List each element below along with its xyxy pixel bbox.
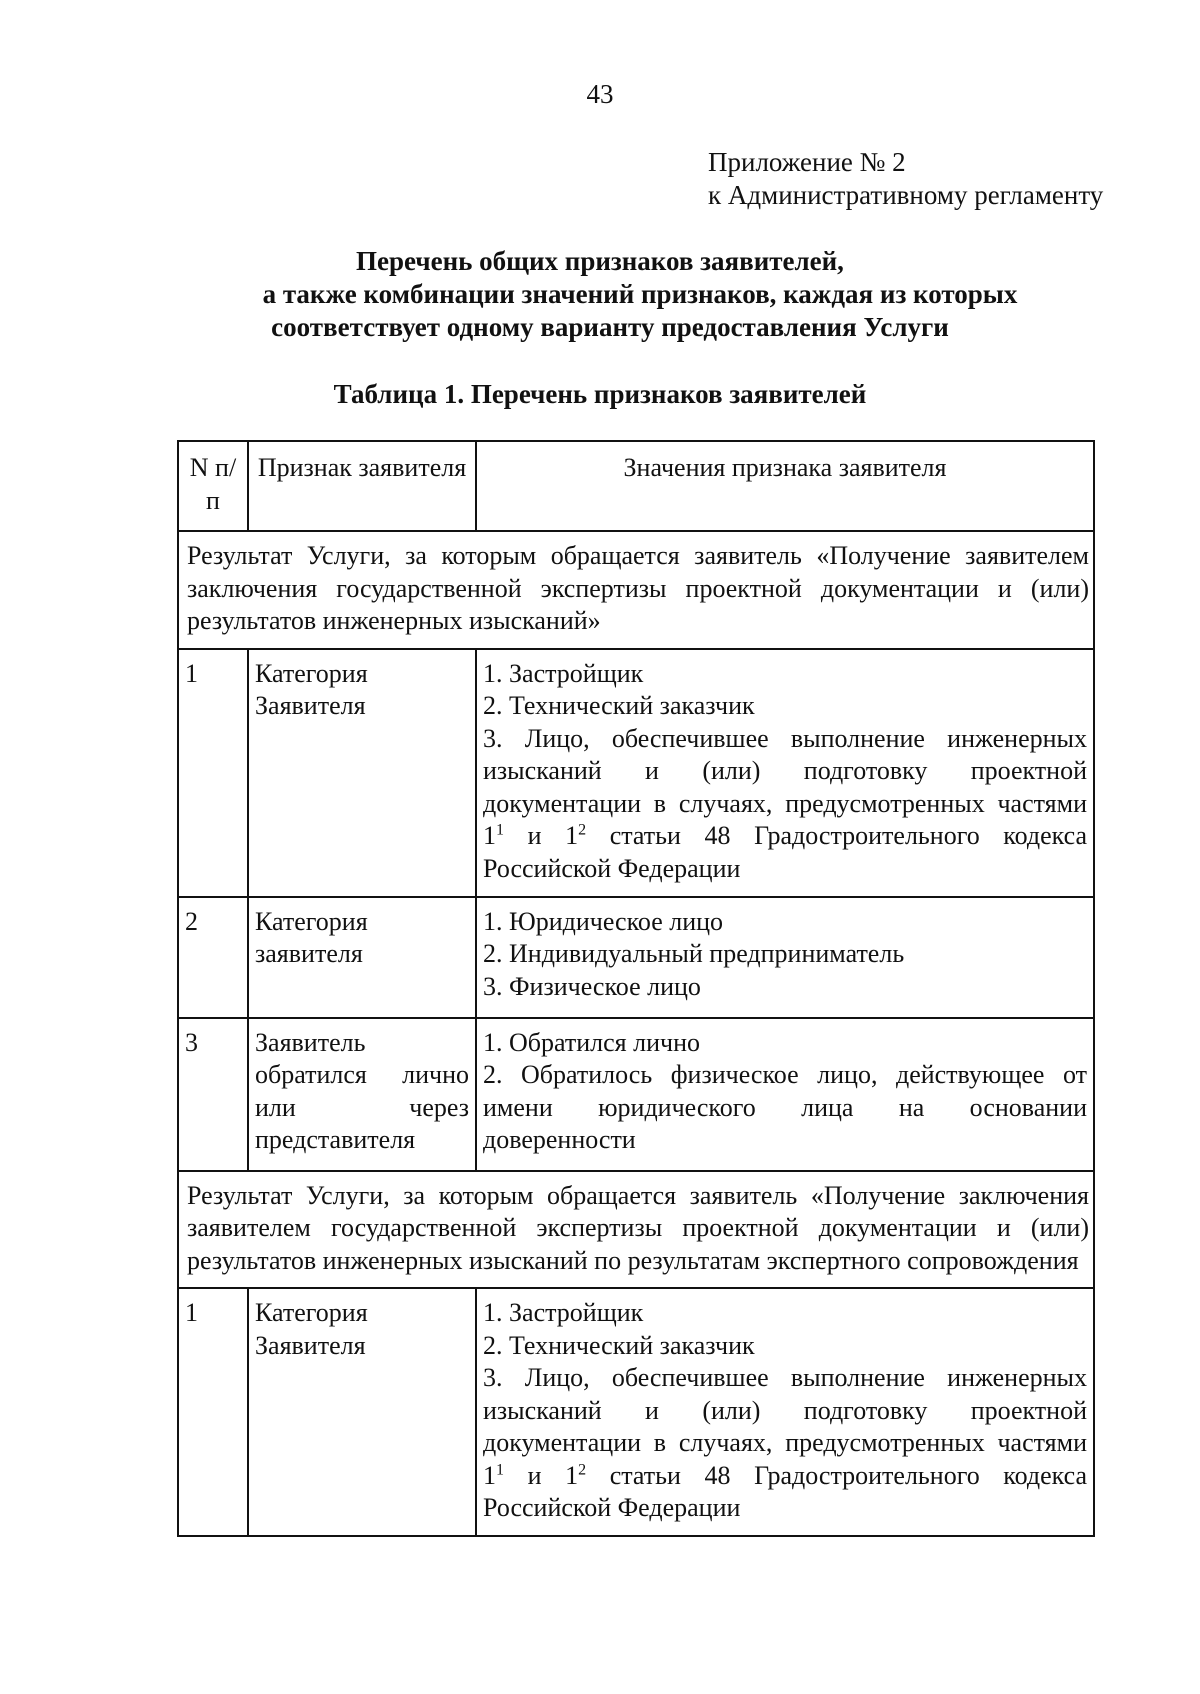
header-values: Значения признака заявителя: [476, 441, 1094, 531]
value-text: статьи 48 Градостроительного кодекса Российской Федерации: [483, 821, 1088, 883]
value-item: 1. Обратился лично: [483, 1027, 701, 1057]
value-text: 3. Лицо, обеспечившее выполнение инженерных изысканий и (или) подготовку проектной документации в случаях, предусмотренных частями 1: [483, 1363, 1087, 1490]
section-row: [178, 1171, 1094, 1289]
superscript: 2: [578, 1460, 587, 1478]
value-item: 2. Индивидуальный предприниматель: [483, 939, 905, 968]
row-values: [476, 1018, 1094, 1171]
row-num: 2: [178, 897, 248, 1018]
row-num: 3: [178, 1018, 248, 1171]
table-row: [178, 649, 1094, 897]
table-row: [178, 1288, 1094, 1536]
document-title: [0, 245, 1200, 344]
value-text: статьи 48 Градостроительного кодекса Российской Федерации: [483, 1460, 1088, 1522]
row-num: 1: [178, 649, 248, 897]
row-num: 1: [178, 1288, 248, 1536]
value-text: 3. Лицо, обеспечившее выполнение инженерных изысканий и (или) подготовку проектной документации в случаях, предусмотренных частями 1: [483, 723, 1087, 850]
value-text: и 1: [527, 1460, 579, 1490]
superscript: 1: [496, 821, 504, 839]
title-line-2: а также комбинации значений признаков, каждая из которых: [262, 279, 1018, 309]
row-sign: Категория Заявителя: [248, 1288, 476, 1536]
title-line-1: Перечень общих признаков заявителей,: [356, 246, 844, 276]
superscript: 2: [578, 821, 587, 839]
superscript: 1: [496, 1460, 504, 1478]
row-sign: Категория заявителя: [248, 897, 476, 1018]
value-item: [483, 1362, 1087, 1525]
section-title: Результат Услуги, за которым обращается заявитель «Получение заявителем заключения государственной экспертизы проектной документации и (или) результатов инженерных изысканий»: [178, 531, 1094, 649]
value-text: и 1: [527, 821, 579, 850]
value-item: 2. Технический заказчик: [483, 691, 755, 720]
appendix-line-1: Приложение № 2: [708, 147, 906, 177]
row-sign: Категория Заявителя: [248, 649, 476, 897]
table-row: [178, 1018, 1094, 1171]
value-item: 1. Юридическое лицо: [483, 906, 724, 936]
row-values: [476, 649, 1094, 897]
value-item: [483, 723, 1087, 886]
page-number: 43: [586, 79, 614, 109]
appendix-reference: [708, 146, 1103, 212]
row-sign: Заявитель обратился лично или через представителя: [248, 1018, 476, 1171]
value-item: 1. Застройщик: [483, 658, 644, 688]
section-title: Результат Услуги, за которым обращается заявитель «Получение заключения заявителем государственной экспертизы проектной документации и (или) результатов инженерных изысканий по результатам экспертного сопровождения: [178, 1171, 1094, 1289]
header-num: N п/п: [178, 441, 248, 531]
row-values: [476, 1288, 1094, 1536]
table-row: [178, 897, 1094, 1018]
value-item: 2. Обратилось физическое лицо, действующее от имени юридического лица на основании доверенности: [483, 1060, 1087, 1154]
table-caption: Таблица 1. Перечень признаков заявителей: [333, 379, 867, 409]
applicant-signs-table: [177, 440, 1095, 1537]
value-item: 2. Технический заказчик: [483, 1330, 755, 1360]
section-row: [178, 531, 1094, 649]
value-item: 3. Физическое лицо: [483, 971, 701, 1001]
table-header-row: [178, 441, 1094, 531]
header-sign: Признак заявителя: [248, 441, 476, 531]
appendix-line-2: к Административному регламенту: [708, 180, 1104, 210]
row-values: [476, 897, 1094, 1018]
value-item: 1. Застройщик: [483, 1298, 644, 1327]
title-line-3: соответствует одному варианту предоставления Услуги: [271, 312, 949, 342]
